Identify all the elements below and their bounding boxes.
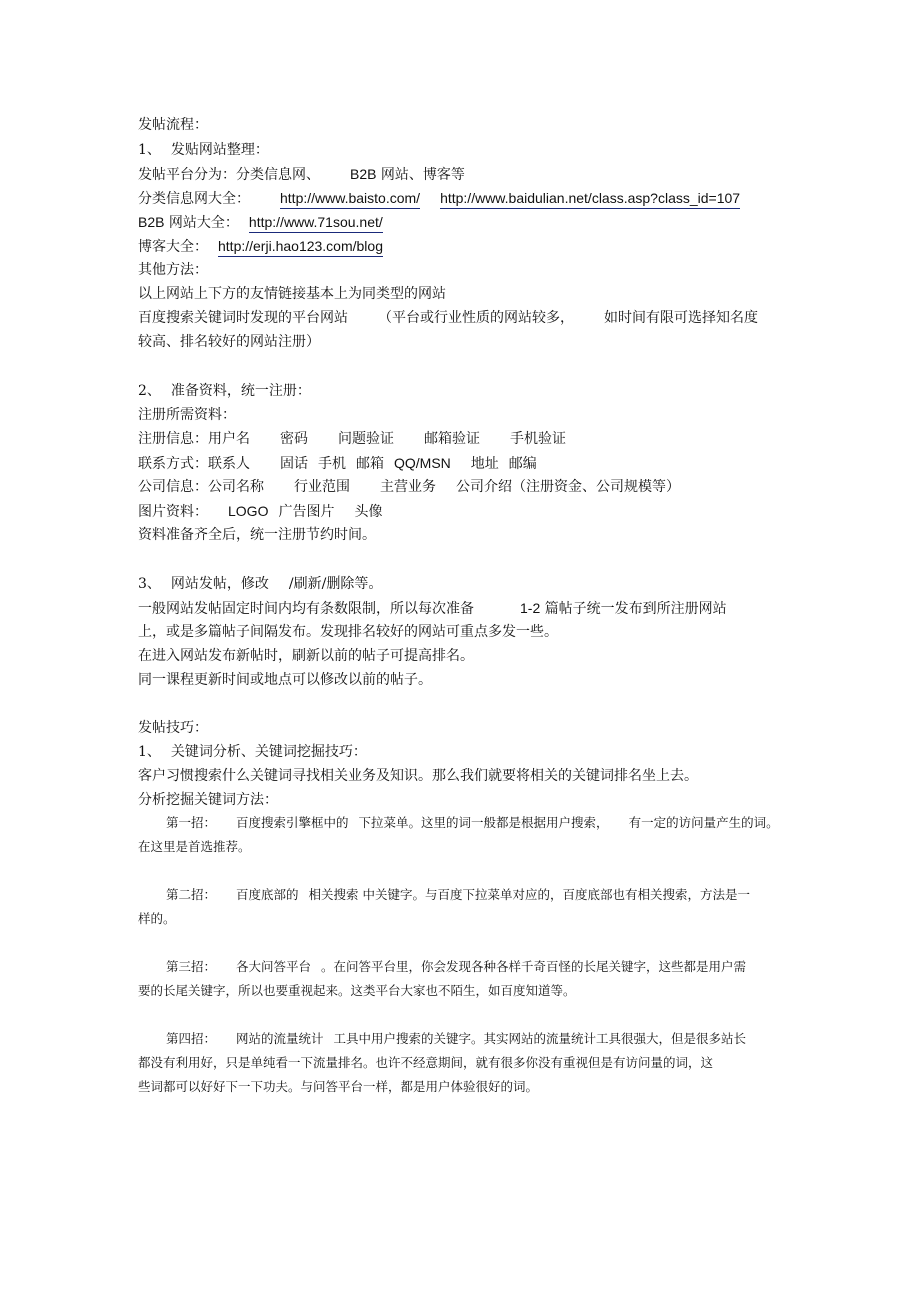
image-item-logo: LOGO: [228, 503, 269, 519]
s2-company-line: [138, 478, 680, 496]
method4-line3: [138, 1079, 538, 1095]
s1-classified-line: [138, 189, 740, 209]
method4-line2: [138, 1055, 713, 1071]
s3-heading-num: 3、: [138, 576, 161, 592]
s3-line2-text: 上，或是多篇帖子间隔发布。发现排名较好的网站可重点多发一些。: [138, 624, 558, 640]
blog-link-hao123[interactable]: http://erji.hao123.com/blog: [218, 237, 383, 257]
m1-d: 。这里的词一般都是根据用户搜索，: [408, 815, 609, 830]
classified-link-baisto[interactable]: http://www.baisto.com/: [280, 189, 420, 209]
s2-heading: [138, 382, 311, 400]
s3-line1-num: 1-2: [520, 600, 541, 616]
image-label: 图片资料：: [138, 504, 208, 520]
m4-line2-text: 都没有利用好，只是单纯看一下流量排名。也许不经意期间，就有很多你没有重视但是有访问量的词，这: [138, 1055, 714, 1070]
s2-needed: [138, 406, 236, 424]
reg-item-phone: 手机验证: [510, 431, 566, 447]
s1-heading-text: 发贴网站整理：: [170, 142, 269, 158]
m1-line2-text: 在这里是首选推荐。: [138, 839, 251, 854]
m3-c: 。在问答平台里，你会发现各种各样千奇百怪的长尾关键字，这些都是用户需: [321, 959, 747, 974]
method4-line1: [166, 1031, 746, 1047]
s1-other-line3: [138, 333, 320, 351]
company-item-business: 主营业务: [380, 479, 436, 495]
tips-heading: [138, 743, 367, 761]
method2-line1: [166, 887, 750, 903]
tips-title: [138, 719, 208, 737]
tips-method-label-text: 分析挖掘关键词方法：: [138, 792, 278, 808]
method3-line1: [166, 959, 746, 975]
m2-b: 百度底部的: [236, 887, 299, 902]
s3-line4-text: 同一课程更新时间或地点可以修改以前的帖子。: [138, 672, 432, 688]
m1-e: 有一定的访问量产生的词。: [628, 815, 779, 830]
b2b-label-en: B2B: [138, 214, 165, 230]
s1-b2b-line: [138, 213, 383, 233]
m4-line3-text: 些词都可以好好下一下功夫。与问答平台一样，都是用户体验很好的词。: [138, 1079, 539, 1094]
contact-item-address: 地址: [470, 456, 499, 472]
s2-done: [138, 526, 376, 544]
s2-contact-line: [138, 454, 537, 473]
other-line3-text: 较高、排名较好的网站注册）: [138, 334, 320, 350]
tips-intro-text: 客户习惯搜索什么关键词寻找相关业务及知识。那么我们就要将相关的关键词排名坐上去。: [138, 768, 698, 784]
method3-line2: [138, 983, 576, 999]
s3-line3-text: 在进入网站发布新帖时，刷新以前的帖子可提高排名。: [138, 648, 474, 664]
s1-heading: [138, 141, 269, 159]
m2-related: 相关搜索: [308, 887, 359, 902]
s3-line4: [138, 671, 432, 689]
company-label: 公司信息：公司名称: [138, 479, 264, 495]
tips-heading-text: 关键词分析、关键词挖掘技巧：: [170, 744, 367, 760]
other-line2-a: 百度搜索关键词时发现的平台网站: [138, 310, 348, 326]
s3-line3: [138, 647, 474, 665]
s3-line2: [138, 623, 558, 641]
contact-item-mobile: 手机: [318, 456, 346, 472]
reg-item-email: 邮箱验证: [424, 431, 480, 447]
contact-item-qq: QQ/MSN: [394, 455, 451, 471]
s3-heading-text-a: 网站发帖，修改: [170, 576, 269, 592]
platforms-b2b: B2B: [350, 166, 377, 182]
s1-platforms-line: [138, 165, 465, 184]
reg-label: 注册信息：用户名: [138, 431, 250, 447]
other-label-text: 其他方法：: [138, 262, 208, 278]
s2-reg-line: [138, 430, 566, 448]
method2-line2: [138, 911, 176, 927]
s3-line1-a: 一般网站发帖固定时间内均有条数限制，所以每次准备: [138, 601, 474, 617]
image-item-avatar: 头像: [354, 504, 383, 520]
contact-item-zip: 邮编: [508, 456, 537, 472]
m3-label: 第三招：: [166, 959, 217, 974]
s2-heading-text: 准备资料，统一注册：: [170, 383, 311, 399]
company-item-intro: 公司介绍（注册资金、公司规模等）: [456, 479, 680, 495]
s1-heading-num: 1、: [138, 142, 161, 158]
m4-c: 工具中用户搜索的关键字。其实网站的流量统计工具很强大，但是很多站长: [333, 1031, 747, 1046]
m1-dropdown: 下拉菜单: [358, 815, 409, 830]
b2b-label-cn: 网站大全：: [168, 215, 239, 231]
s1-other-line2: [138, 309, 758, 327]
m2-d: 中关键字。与百度下拉菜单对应的，百度底部也有相关搜索，方法是一: [362, 887, 751, 902]
other-line1-text: 以上网站上下方的友情链接基本上为同类型的网站: [138, 286, 446, 302]
s1-blog-line: [138, 237, 383, 257]
platforms-suffix: 网站、博客等: [380, 167, 465, 183]
classified-link-baidulian[interactable]: http://www.baidulian.net/class.asp?class_id=107: [440, 189, 740, 209]
tips-method-label: [138, 791, 278, 809]
s2-image-line: [138, 502, 382, 521]
tips-intro: [138, 767, 698, 785]
s2-heading-num: 2、: [138, 383, 161, 399]
m3-qa: 各大问答平台: [236, 959, 312, 974]
contact-label: 联系方式：联系人: [138, 456, 250, 472]
platforms-prefix: 发帖平台分为：分类信息网、: [138, 167, 320, 183]
other-line2-b: （平台或行业性质的网站较多，: [378, 310, 574, 326]
s3-line1-b: 篇帖子统一发布到所注册网站: [544, 601, 727, 617]
m4-label: 第四招：: [166, 1031, 217, 1046]
contact-item-email: 邮箱: [356, 456, 384, 472]
m2-line2-text: 样的。: [138, 911, 176, 926]
m3-line2-text: 要的长尾关键字，所以也要重视起来。这类平台大家也不陌生，如百度知道等。: [138, 983, 576, 998]
method1-line2: [138, 839, 251, 855]
s3-line1: [138, 599, 727, 618]
reg-item-question: 问题验证: [338, 431, 394, 447]
company-item-scope: 行业范围: [294, 479, 350, 495]
contact-item-tel: 固话: [280, 456, 308, 472]
doc-title: [138, 116, 208, 134]
s2-done-text: 资料准备齐全后，统一注册节约时间。: [138, 527, 376, 543]
b2b-link-71sou[interactable]: http://www.71sou.net/: [249, 213, 383, 233]
m4-stats: 网站的流量统计: [236, 1031, 324, 1046]
image-item-ad: 广告图片: [278, 504, 335, 520]
doc-title-text: 发帖流程：: [138, 117, 208, 133]
s2-needed-text: 注册所需资料：: [138, 407, 236, 423]
tips-title-text: 发帖技巧：: [138, 720, 208, 736]
method1-line1: [166, 815, 779, 831]
s1-other-line1: [138, 285, 446, 303]
s3-heading: [138, 575, 382, 593]
m2-label: 第二招：: [166, 887, 217, 902]
blog-label: 博客大全：: [138, 239, 208, 255]
classified-label: 分类信息网大全：: [138, 191, 250, 207]
reg-item-password: 密码: [280, 431, 308, 447]
m1-label: 第一招：: [166, 815, 217, 830]
s1-other-label: [138, 261, 208, 279]
other-line2-c: 如时间有限可选择知名度: [604, 310, 758, 326]
s3-heading-text-b: /刷新/删除等。: [288, 576, 383, 592]
tips-heading-num: 1、: [138, 744, 161, 760]
m1-b: 百度搜索引擎框中的: [236, 815, 349, 830]
